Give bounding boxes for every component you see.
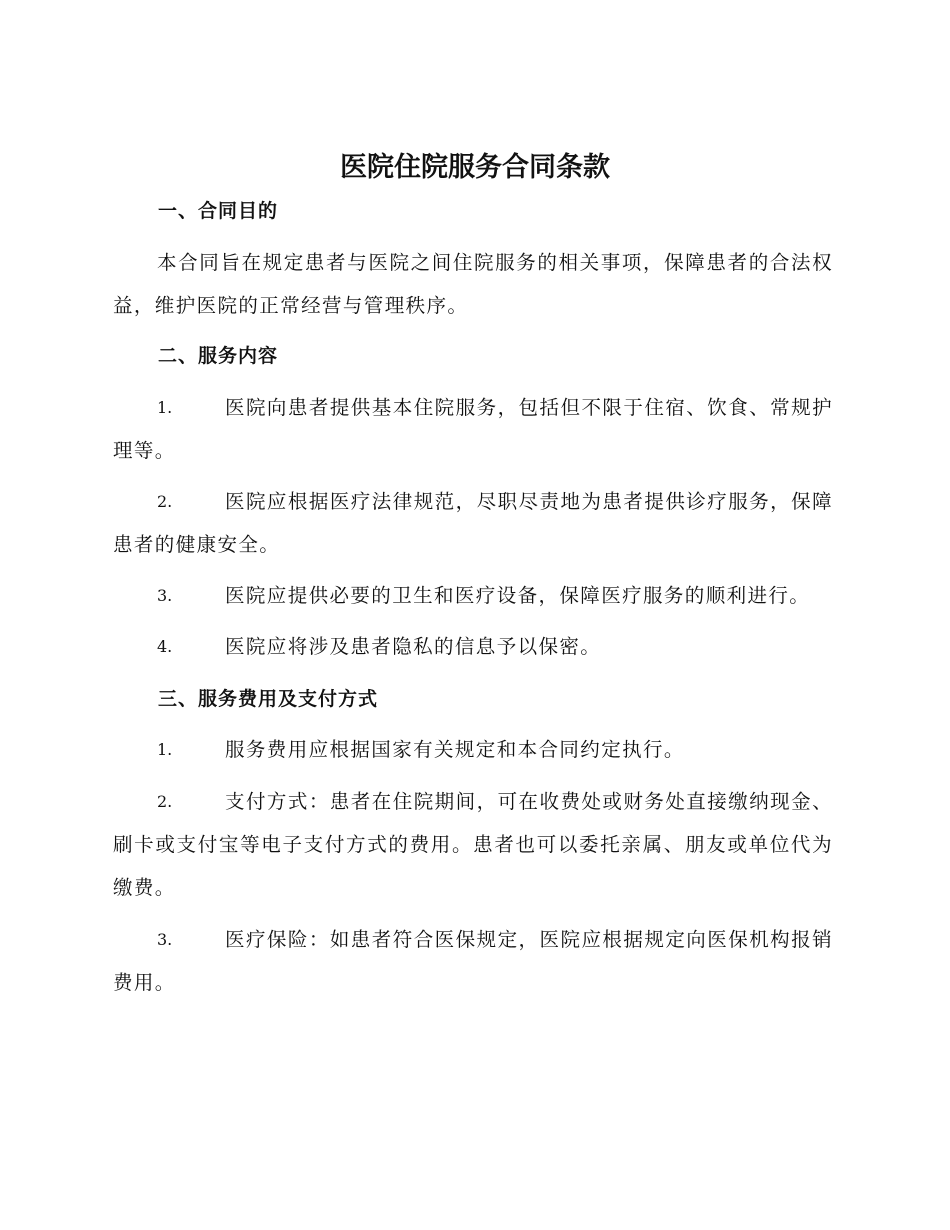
list-item-number: 1. <box>157 740 173 759</box>
section-heading-purpose: 一、合同目的 <box>158 200 279 222</box>
list-item-text: 服务费用应根据国家有关规定和本合同约定执行。 <box>225 738 685 761</box>
list-item <box>113 480 833 566</box>
list-item-text: 医院应提供必要的卫生和医疗设备，保障医疗服务的顺利进行。 <box>225 584 811 607</box>
list-item-text: 支付方式：患者在住院期间，可在收费处或财务处直接缴纳现金、刷卡或支付宝等电子支付方式的费用。患者也可以委托亲属、朋友或单位代为缴费。 <box>113 790 833 899</box>
section-paragraph-purpose: 本合同旨在规定患者与医院之间住院服务的相关事项，保障患者的合法权益，维护医院的正常经营与管理秩序。 <box>113 251 833 317</box>
list-item <box>113 728 833 771</box>
document-title: 医院住院服务合同条款 <box>340 152 610 183</box>
list-item <box>113 918 833 1004</box>
list-item-text: 医疗保险：如患者符合医保规定，医院应根据规定向医保机构报销费用。 <box>113 928 833 994</box>
list-item <box>113 386 833 472</box>
list-item-number: 3. <box>157 930 173 949</box>
list-item-number: 1. <box>157 398 173 417</box>
list-item-text: 医院应根据医疗法律规范，尽职尽责地为患者提供诊疗服务，保障患者的健康安全。 <box>113 490 833 556</box>
section-heading-fees: 三、服务费用及支付方式 <box>158 688 379 710</box>
list-item-number: 4. <box>157 637 173 656</box>
list-item-number: 2. <box>157 492 173 511</box>
list-item-number: 3. <box>157 586 173 605</box>
section-heading-services: 二、服务内容 <box>158 345 279 367</box>
list-item-text: 医院向患者提供基本住院服务，包括但不限于住宿、饮食、常规护理等。 <box>113 396 833 462</box>
list-item <box>113 625 833 668</box>
list-item <box>113 574 833 617</box>
list-item-number: 2. <box>157 792 173 811</box>
list-item-text: 医院应将涉及患者隐私的信息予以保密。 <box>225 635 602 658</box>
list-item <box>113 780 833 909</box>
